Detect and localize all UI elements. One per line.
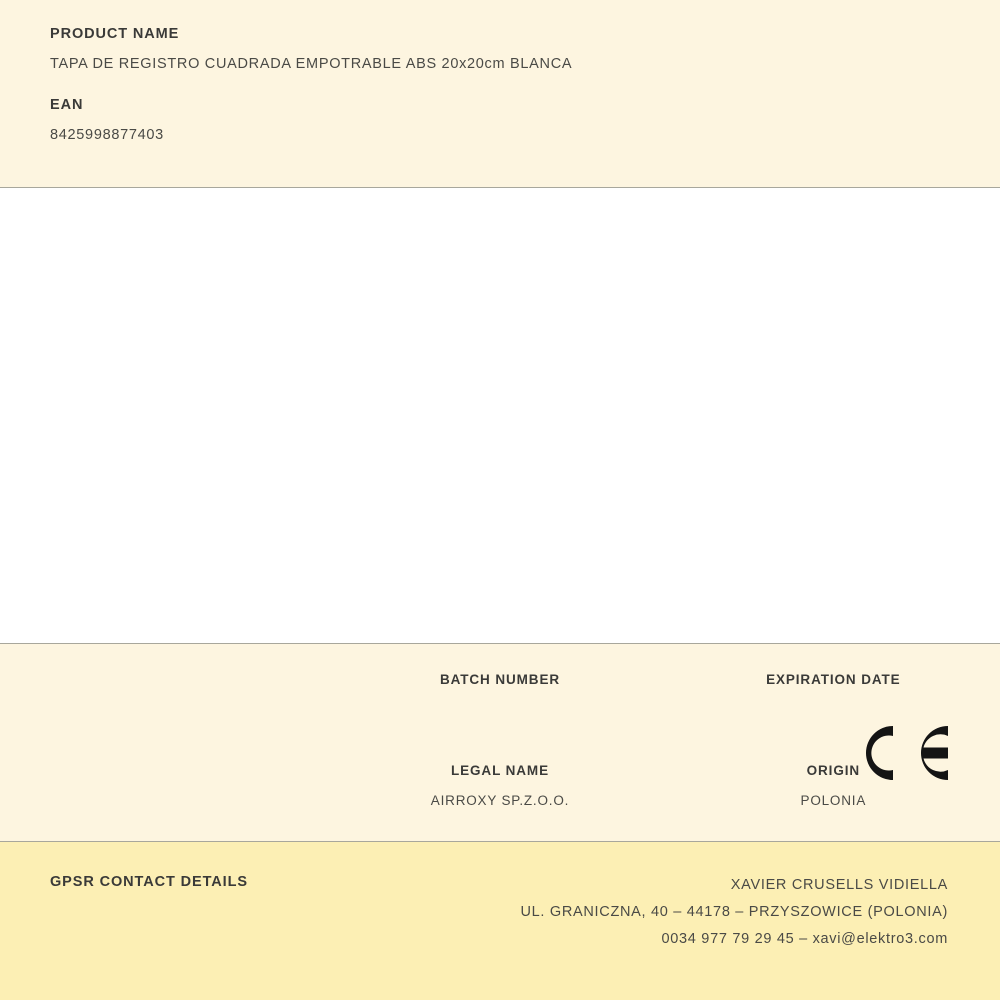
gpsr-contact-address: UL. GRANICZNA, 40 – 44178 – PRZYSZOWICE (POLONIA) <box>520 903 948 920</box>
product-name-label: PRODUCT NAME <box>50 26 180 42</box>
spacer <box>50 44 950 54</box>
gpsr-contact-block <box>0 842 1000 1000</box>
details-cell-batch <box>333 670 666 699</box>
legal-name-label: LEGAL NAME <box>450 763 549 779</box>
gpsr-contact-name: XAVIER CRUSELLS VIDIELLA <box>730 877 948 893</box>
expiration-date-label: EXPIRATION DATE <box>766 672 901 687</box>
product-image-area <box>0 188 1000 644</box>
spacer <box>50 75 950 95</box>
ean-value: 8425998877403 <box>50 126 164 143</box>
details-cell-empty-left <box>0 670 333 699</box>
ean-label: EAN <box>50 96 84 113</box>
ce-mark-icon <box>856 722 948 784</box>
product-name-value: TAPA DE REGISTRO CUADRADA EMPOTRABLE ABS 20x20cm BLANCA <box>50 56 573 73</box>
gpsr-contact-phone-email: 0034 977 79 29 45 – xavi@elektro3.com <box>661 930 948 947</box>
details-row-top <box>0 670 1000 699</box>
legal-name-value: AIRROXY SP.Z.O.O. <box>430 792 570 808</box>
details-cell-origin <box>667 761 1000 811</box>
details-cell-empty-left-2 <box>0 761 333 811</box>
spacer <box>0 699 1000 761</box>
details-row-bottom <box>0 761 1000 811</box>
product-details-block <box>0 644 1000 842</box>
gpsr-contact-lines <box>520 872 948 952</box>
product-info-block <box>0 0 1000 188</box>
origin-label: ORIGIN <box>806 763 861 779</box>
details-cell-expiration <box>667 670 1000 699</box>
origin-value: POLONIA <box>800 792 867 808</box>
gpsr-contact-label: GPSR CONTACT DETAILS <box>50 874 248 890</box>
spacer <box>50 115 950 125</box>
details-cell-legal-name <box>333 761 666 811</box>
batch-number-label: BATCH NUMBER <box>439 672 561 687</box>
